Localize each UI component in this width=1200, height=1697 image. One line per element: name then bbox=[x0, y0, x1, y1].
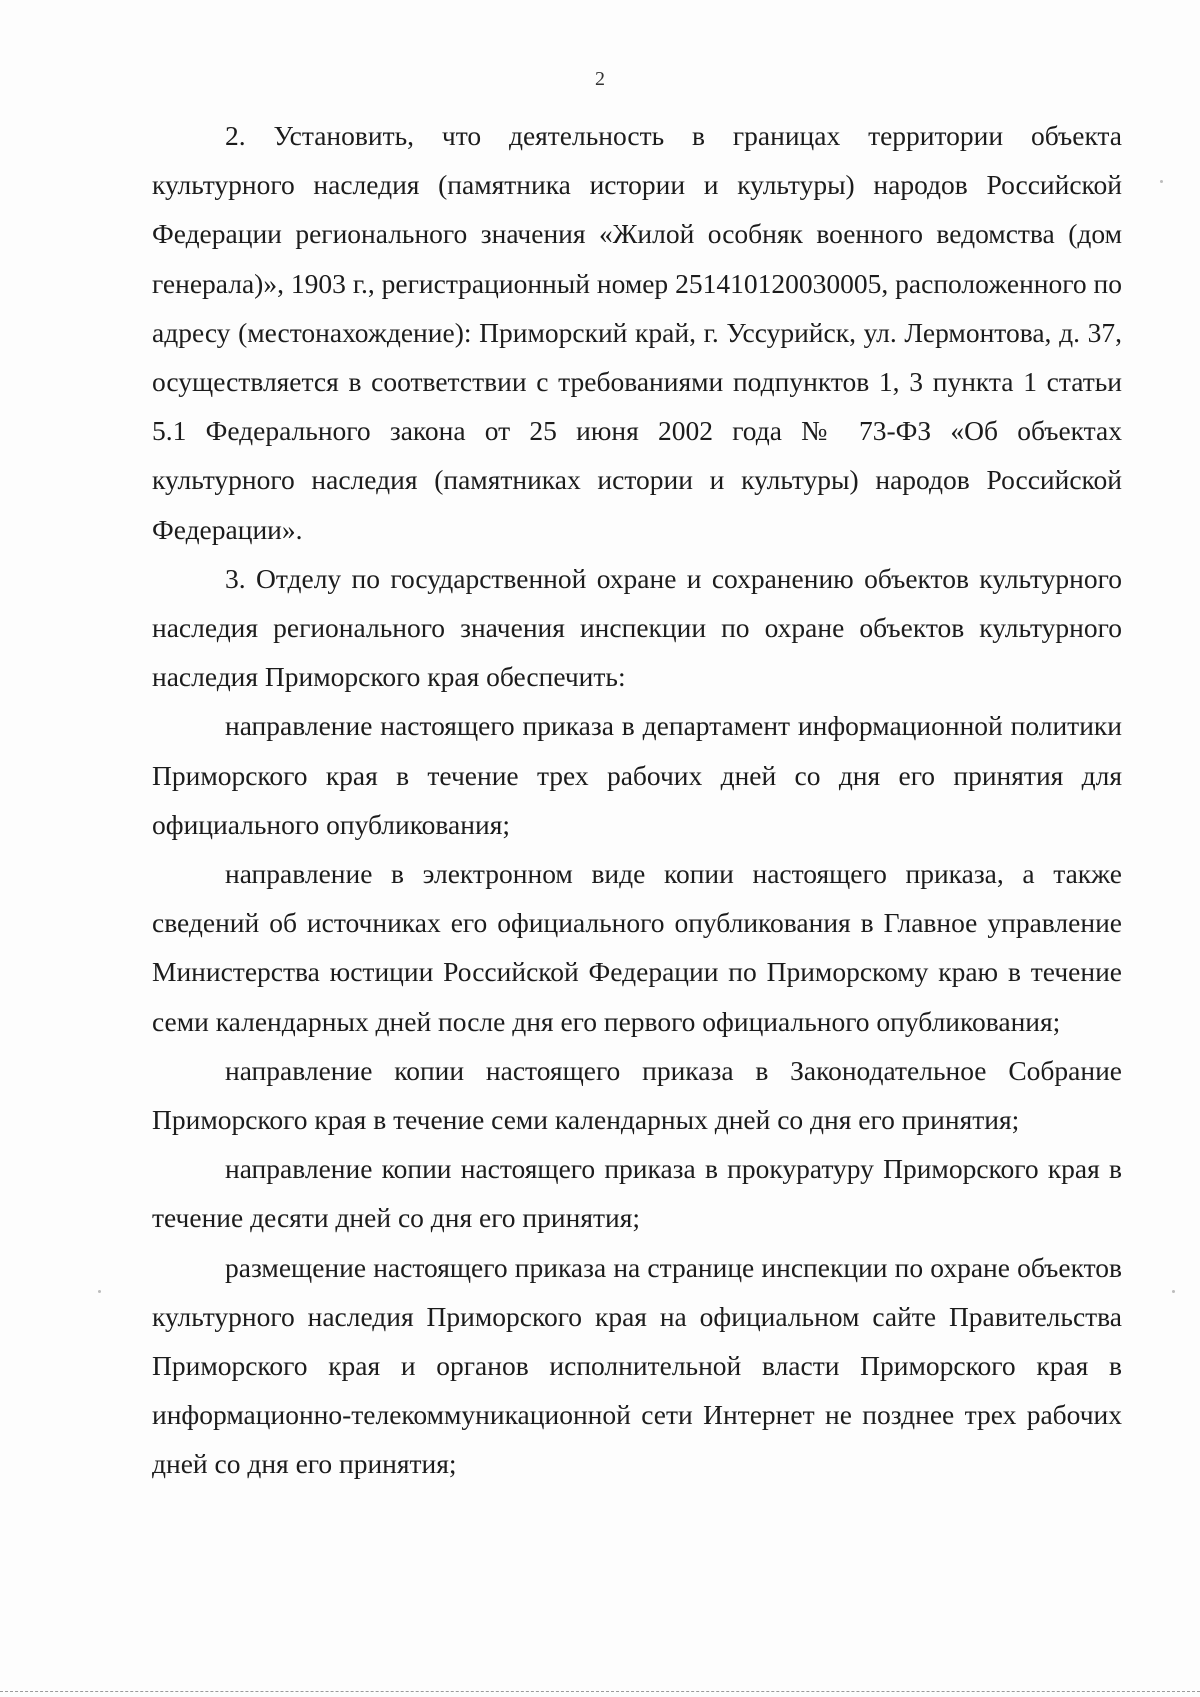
paragraph-subitem: направление настоящего приказа в департамент информационной политики Приморского края в течение трех рабочих дней со дня его принятия для официального опубликования; bbox=[152, 710, 1122, 840]
document-body bbox=[152, 111, 1122, 1489]
paragraph-subitem: направление в электронном виде копии настоящего приказа, а также сведений об источниках его официального опубликования в Главное управление Министерства юстиции Российской Федерации по Приморскому краю в течение семи календарных дней после дня его первого официального опубликования; bbox=[152, 858, 1122, 1037]
scan-edge-line bbox=[0, 1691, 1200, 1692]
paragraph-subitem: направление копии настоящего приказа в Законодательное Собрание Приморского края в течение семи календарных дней со дня его принятия; bbox=[152, 1054, 1122, 1136]
scan-speck bbox=[98, 1290, 101, 1293]
paragraph-subitem: размещение настоящего приказа на странице инспекции по охране объектов культурного наследия Приморского края на официальном сайте Правительства Приморского края и органов исполнительной власти Приморского края в информационно-телекоммуникационной сети Интернет не позднее трех рабочих дней со дня его принятия; bbox=[152, 1251, 1122, 1480]
paragraph-subitem: направление копии настоящего приказа в прокуратуру Приморского края в течение десяти дней со дня его принятия; bbox=[152, 1153, 1122, 1234]
page-number: 2 bbox=[595, 68, 605, 90]
paragraph-item-2: 2. Установить, что деятельность в границах территории объекта культурного наследия (памятника истории и культуры) народов Российской Федерации регионального значения «Жилой особняк военного ведомства (дом генерала)», 1903 г., регистрационный номер 251410120030005, расположенного по адресу (местонахождение): Приморский край, г. Уссурийск, ул. Лермонтова, д. 37, осуществляется в соответствии с требованиями подпунктов 1, 3 пункта 1 статьи 5.1 Федерального закона от 25 июня 2002 года № 73-ФЗ «Об объектах культурного наследия (памятниках истории и культуры) народов Российской Федерации». bbox=[152, 120, 1122, 545]
paragraph-item-3: 3. Отделу по государственной охране и сохранению объектов культурного наследия регионального значения инспекции по охране объектов культурного наследия Приморского края обеспечить: bbox=[152, 562, 1122, 693]
scan-speck bbox=[1160, 180, 1163, 183]
scan-speck bbox=[1172, 1290, 1175, 1293]
